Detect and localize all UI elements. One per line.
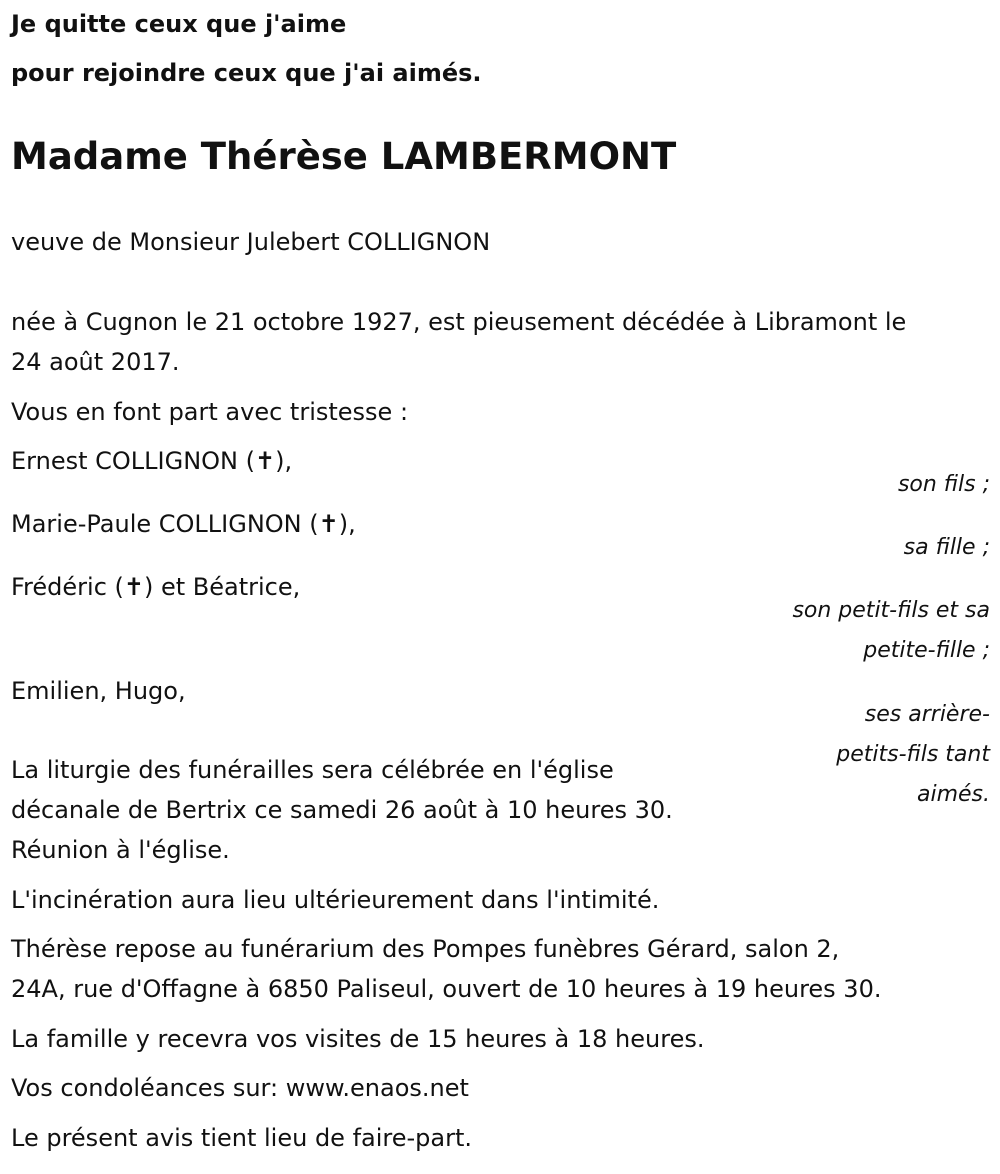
family-member-1-name-after: ), [275,447,293,475]
incineration-text: L'incinération aura lieu ultérieurement dans l'intimité. [11,886,660,914]
liturgy-line-3: Réunion à l'église. [11,836,230,864]
liturgy-line-1: La liturgie des funérailles sera célébrée en l'église [11,756,614,784]
family-member-2 [11,504,356,544]
condolences-text: Vos condoléances sur: www.enaos.net [11,1074,469,1102]
birth-death-line-1: née à Cugnon le 21 octobre 1927, est pieusement décédée à Libramont le [11,308,907,336]
family-relation-3-line-2: petite-fille ; [863,638,990,663]
family-member-3-name-before: Frédéric ( [11,573,124,601]
quote-line-2: pour rejoindre ceux que j'ai aimés. [11,59,482,87]
birth-death-line-2: 24 août 2017. [11,348,180,376]
family-relation-2: sa fille ; [903,535,990,560]
family-relation-4-line-3: aimés. [916,782,990,807]
family-member-2-name-after: ), [338,510,356,538]
liturgy-line-2: décanale de Bertrix ce samedi 26 août à 10 heures 30. [11,796,673,824]
family-member-1 [11,441,292,481]
family-relation-3-line-1: son petit-fils et sa [792,598,990,623]
family-relation-4-line-2: petits-fils tant [836,742,990,767]
family-member-3 [11,567,300,607]
visits-text: La famille y recevra vos visites de 15 heures à 18 heures. [11,1025,705,1053]
cross-icon: ✝ [318,510,339,538]
quote-line-1: Je quitte ceux que j'aime [11,10,347,38]
family-member-4: Emilien, Hugo, [11,677,186,705]
family-member-3-name-after: ) et Béatrice, [144,573,301,601]
funerarium-line-1: Thérèse repose au funérarium des Pompes funèbres Gérard, salon 2, [11,935,840,963]
cross-icon: ✝ [123,573,144,601]
family-member-1-name-before: Ernest COLLIGNON ( [11,447,255,475]
deceased-name: Madame Thérèse LAMBERMONT [11,135,677,178]
notice-text: Le présent avis tient lieu de faire-part. [11,1124,473,1152]
funerarium-line-2: 24A, rue d'Offagne à 6850 Paliseul, ouvert de 10 heures à 19 heures 30. [11,975,882,1003]
cross-icon: ✝ [254,447,276,475]
family-relation-1: son fils ; [897,472,990,497]
announce-text: Vous en font part avec tristesse : [11,398,409,426]
widow-of: veuve de Monsieur Julebert COLLIGNON [11,228,491,256]
family-member-2-name-before: Marie-Paule COLLIGNON ( [11,510,319,538]
family-relation-4-line-1: ses arrière- [864,702,990,727]
